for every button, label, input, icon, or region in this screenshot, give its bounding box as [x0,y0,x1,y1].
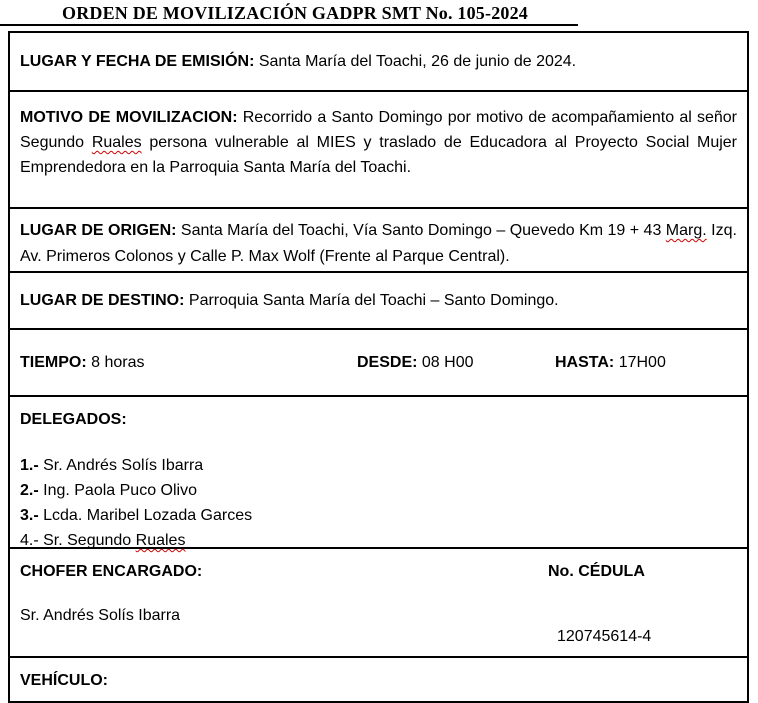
list-item [20,478,737,503]
delegado-number: 1.- [20,457,39,474]
motivo-text-before: Recorrido a Santo Domingo por motivo de acompañamiento al señor Segundo [20,109,738,151]
delegado-name: Lcda. Maribel Lozada Garces [43,507,253,524]
row-motivo-movilizacion [10,92,747,209]
origen-label: LUGAR DE ORIGEN: [20,222,177,239]
tiempo-label: TIEMPO: [20,353,87,371]
hasta-group [555,354,666,372]
row-chofer-encargado [10,549,747,658]
page-title: ORDEN DE MOVILIZACIÓN GADPR SMT No. 105-2024 [0,4,578,26]
tiempo-value: 8 horas [91,353,145,371]
origen-misspelled-word: Marg. [665,222,707,239]
row-vehiculo [10,658,747,703]
list-item [20,453,737,478]
document-header [0,4,758,26]
cedula-value: 120745614-4 [557,628,652,645]
vehiculo-label: VEHÍCULO: [20,672,108,689]
motivo-text-after: persona vulnerable al MIES y traslado de Educadora al Proyecto Social Mujer Emprendedora en la Parroquia Santa María del Toachi. [20,134,737,176]
delegado-number: 4.- [20,532,39,549]
destino-value: Parroquia Santa María del Toachi – Santo Domingo. [188,291,559,309]
list-item [20,503,737,528]
hasta-label: HASTA: [555,353,615,371]
row-lugar-origen [10,209,747,273]
chofer-name: Sr. Andrés Solís Ibarra [20,607,181,624]
cedula-label: No. CÉDULA [548,563,645,580]
delegado-misspelled-word: Ruales [135,532,186,549]
hasta-value: 17H00 [618,353,666,371]
delegados-list [20,453,737,553]
delegado-number: 2.- [20,482,39,499]
destino-text [20,292,559,310]
delegado-name: Ing. Paola Puco Olivo [43,482,197,499]
motivo-label: MOTIVO DE MOVILIZACION: [20,109,238,126]
emision-label: LUGAR Y FECHA DE EMISIÓN: [20,52,255,70]
emision-value: Santa María del Toachi, 26 de junio de 2024. [258,52,577,70]
row-lugar-destino [10,273,747,330]
movilizacion-table [8,31,749,703]
row-delegados [10,397,747,549]
row-lugar-fecha-emision [10,33,747,92]
tiempo-group [20,354,357,372]
delegado-name: Sr. Andrés Solís Ibarra [43,457,204,474]
desde-value: 08 H00 [421,353,474,371]
destino-label: LUGAR DE DESTINO: [20,291,185,309]
desde-label: DESDE: [357,353,418,371]
origen-text-after: Izq. Av. Primeros Colonos y Calle P. Max Wolf (Frente al Parque Central). [20,222,737,265]
desde-group [357,354,555,372]
delegado-name: Sr. Segundo [43,532,136,549]
chofer-label: CHOFER ENCARGADO: [20,563,203,580]
emision-text [20,53,576,71]
row-tiempo [10,330,747,397]
origen-text-before: Santa María del Toachi, Vía Santo Domingo – Quevedo Km 19 + 43 [180,222,666,239]
motivo-misspelled-word: Ruales [91,134,142,151]
delegados-label: DELEGADOS: [20,411,127,428]
delegado-number: 3.- [20,507,39,524]
